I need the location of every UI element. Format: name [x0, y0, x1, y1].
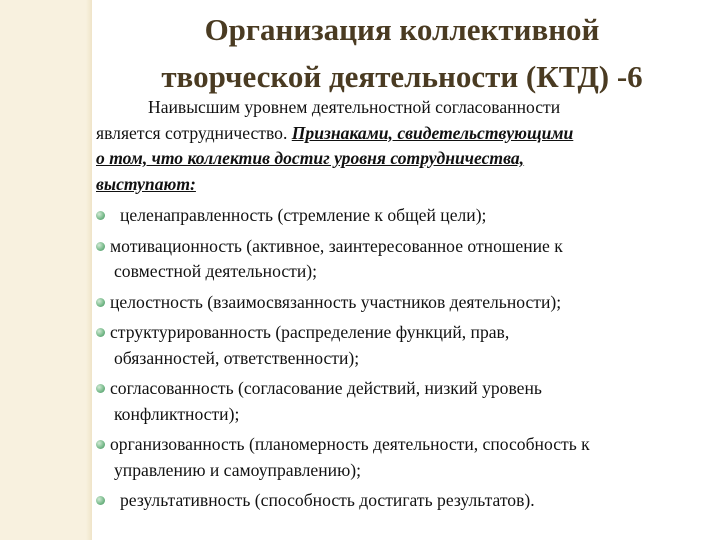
- list-item: [96, 203, 708, 229]
- list-item-text: организованность (планомерность деятельности, способность к: [110, 434, 590, 454]
- list-item-text: мотивационность (активное, заинтересованное отношение к: [110, 235, 563, 256]
- slide-body: [96, 95, 708, 519]
- list-item-text-continued: управлению и самоуправлению);: [114, 459, 361, 480]
- intro-line-4: выступают:: [96, 173, 196, 194]
- bullet-icon: [96, 242, 105, 251]
- bullet-icon: [96, 211, 105, 220]
- bullet-icon: [96, 298, 105, 307]
- bullet-icon: [96, 440, 105, 449]
- list-item-text-continued: конфликтности);: [114, 403, 240, 424]
- list-item-text-continued: обязанностей, ответственности);: [114, 347, 360, 368]
- list-item-text: результативность (способность достигать результатов).: [120, 490, 535, 510]
- intro-paragraph: [96, 95, 708, 197]
- list-item-text: структурированность (распределение функций, прав,: [110, 322, 510, 342]
- list-item-text: целостность (взаимосвязанность участников деятельности);: [110, 291, 562, 312]
- slide-title: [96, 6, 708, 100]
- slide-title-line-1: Организация коллективной: [204, 12, 600, 47]
- bullet-list: [96, 203, 708, 514]
- slide-title-line-2: творческой деятельности (КТД) -6: [161, 59, 643, 94]
- intro-line-1: Наивысшим уровнем деятельностной согласованности: [148, 97, 561, 117]
- bullet-icon: [96, 328, 105, 337]
- list-item: [96, 320, 708, 371]
- list-item: [96, 376, 708, 427]
- intro-line-2-plain: является сотрудничество.: [96, 122, 292, 143]
- list-item: [96, 432, 708, 483]
- bullet-icon: [96, 496, 105, 505]
- list-item-text: согласованность (согласование действий, низкий уровень: [110, 378, 542, 398]
- intro-line-2-emphasis: Признаками, свидетельствующими: [291, 122, 574, 143]
- list-item: [96, 488, 708, 514]
- decorative-side-panel: [0, 0, 92, 540]
- bullet-icon: [96, 384, 105, 393]
- list-item: [96, 290, 708, 316]
- list-item-text: целенаправленность (стремление к общей цели);: [120, 205, 487, 225]
- list-item: [96, 234, 708, 285]
- list-item-text-continued: совместной деятельности);: [114, 261, 317, 281]
- intro-line-3: о том, что коллектив достиг уровня сотрудничества,: [96, 148, 525, 168]
